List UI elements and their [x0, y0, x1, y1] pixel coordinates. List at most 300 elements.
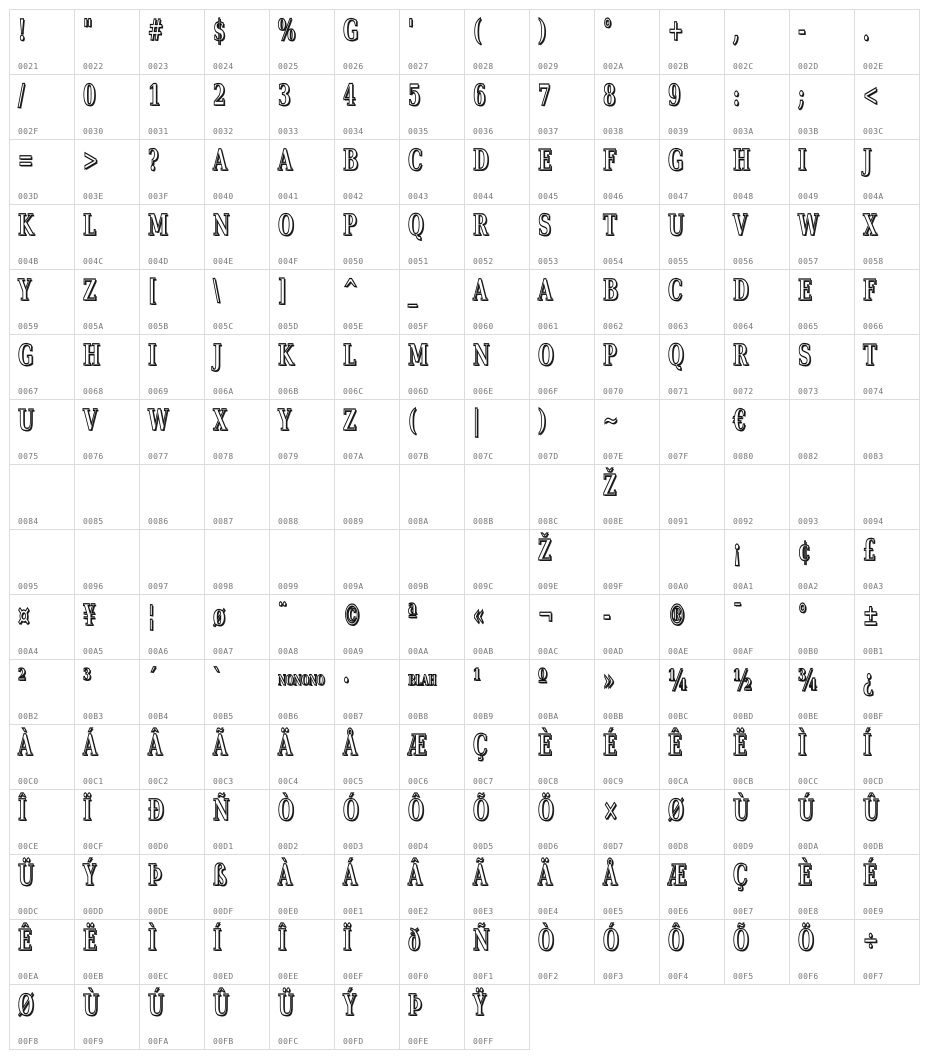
glyph-code: 00B8 — [408, 712, 429, 721]
glyph-cell — [269, 334, 335, 400]
glyph-cell — [854, 854, 920, 920]
glyph-cell — [659, 464, 725, 530]
glyph-sample: 0 — [83, 78, 96, 112]
glyph-cell — [594, 854, 660, 920]
glyph-cell — [594, 74, 660, 140]
glyph-code: 00A3 — [863, 582, 884, 591]
glyph-code: 00FE — [408, 1037, 429, 1046]
glyph-code: 0039 — [668, 127, 689, 136]
glyph-cell — [139, 399, 205, 465]
glyph-code: 006B — [278, 387, 299, 396]
glyph-sample: # — [148, 13, 164, 47]
glyph-sample: < — [863, 78, 879, 112]
glyph-sample: Ð — [148, 793, 164, 827]
glyph-cell — [659, 399, 725, 465]
glyph-sample: : — [733, 78, 740, 112]
glyph-code: 00EC — [148, 972, 169, 981]
glyph-sample: 6 — [473, 78, 486, 112]
glyph-code: 0079 — [278, 452, 299, 461]
glyph-sample: M — [408, 338, 428, 372]
glyph-cell — [659, 659, 725, 725]
glyph-sample: Q — [668, 338, 684, 372]
glyph-code: 0098 — [213, 582, 234, 591]
glyph-cell — [464, 334, 530, 400]
glyph-code: 00A8 — [278, 647, 299, 656]
glyph-code: 005A — [83, 322, 104, 331]
glyph-code: 00FC — [278, 1037, 299, 1046]
glyph-sample: N — [213, 208, 230, 242]
glyph-cell — [139, 9, 205, 75]
glyph-cell — [724, 854, 790, 920]
glyph-cell — [399, 529, 465, 595]
glyph-code: 0073 — [798, 387, 819, 396]
glyph-code: 0054 — [603, 257, 624, 266]
glyph-code: 00D1 — [213, 842, 234, 851]
glyph-cell — [789, 269, 855, 335]
glyph-code: 0035 — [408, 127, 429, 136]
glyph-sample: ( — [408, 403, 417, 437]
glyph-cell — [529, 9, 595, 75]
glyph-sample: / — [18, 78, 25, 112]
glyph-cell — [74, 724, 140, 790]
glyph-cell — [399, 919, 465, 985]
glyph-cell — [204, 464, 270, 530]
glyph-code: 0058 — [863, 257, 884, 266]
glyph-code: 0078 — [213, 452, 234, 461]
glyph-code: 00F1 — [473, 972, 494, 981]
glyph-code: 0089 — [343, 517, 364, 526]
glyph-code: 00FA — [148, 1037, 169, 1046]
glyph-cell — [789, 139, 855, 205]
glyph-code: 002C — [733, 62, 754, 71]
glyph-code: 0038 — [603, 127, 624, 136]
glyph-sample: Ô — [668, 923, 684, 957]
glyph-sample: ) — [538, 13, 547, 47]
glyph-code: 00F4 — [668, 972, 689, 981]
glyph-cell — [139, 724, 205, 790]
glyph-code: 00BB — [603, 712, 624, 721]
glyph-cell — [334, 594, 400, 660]
glyph-code: 0053 — [538, 257, 559, 266]
glyph-code: 00A4 — [18, 647, 39, 656]
glyph-cell — [399, 139, 465, 205]
glyph-code: 0083 — [863, 452, 884, 461]
glyph-cell — [269, 919, 335, 985]
glyph-sample: S — [798, 338, 811, 372]
glyph-cell — [789, 464, 855, 530]
glyph-cell — [74, 529, 140, 595]
glyph-sample: . — [863, 13, 870, 47]
glyph-cell — [334, 854, 400, 920]
glyph-cell — [594, 659, 660, 725]
glyph-cell — [464, 984, 530, 1050]
glyph-sample: J — [863, 143, 872, 177]
glyph-code: 0048 — [733, 192, 754, 201]
glyph-cell — [9, 399, 75, 465]
glyph-cell — [399, 204, 465, 270]
glyph-code: 0030 — [83, 127, 104, 136]
glyph-sample: « — [473, 598, 485, 632]
glyph-cell — [334, 269, 400, 335]
glyph-code: 00A6 — [148, 647, 169, 656]
glyph-sample: É — [603, 728, 617, 762]
glyph-code: 0049 — [798, 192, 819, 201]
glyph-code: 00C3 — [213, 777, 234, 786]
glyph-cell — [854, 334, 920, 400]
glyph-cell — [334, 464, 400, 530]
glyph-code: 00A0 — [668, 582, 689, 591]
glyph-code: 0072 — [733, 387, 754, 396]
glyph-sample: É — [863, 858, 877, 892]
glyph-sample: T — [603, 208, 617, 242]
glyph-cell — [9, 334, 75, 400]
glyph-sample: [ — [148, 273, 157, 307]
glyph-cell — [399, 74, 465, 140]
glyph-cell — [464, 204, 530, 270]
glyph-cell — [854, 464, 920, 530]
glyph-cell — [399, 854, 465, 920]
glyph-code: 00DC — [18, 907, 39, 916]
glyph-code: 0056 — [733, 257, 754, 266]
glyph-code: 006F — [538, 387, 559, 396]
glyph-sample: Y — [18, 273, 31, 307]
glyph-code: 005F — [408, 322, 429, 331]
glyph-sample: ) — [538, 403, 547, 437]
glyph-sample: ½ — [733, 663, 752, 697]
glyph-sample: 9 — [668, 78, 681, 112]
glyph-sample: ¾ — [798, 663, 817, 697]
glyph-code: 00AF — [733, 647, 754, 656]
glyph-cell — [789, 334, 855, 400]
glyph-sample: X — [863, 208, 877, 242]
glyph-code: 0029 — [538, 62, 559, 71]
glyph-cell — [139, 854, 205, 920]
glyph-cell — [529, 139, 595, 205]
glyph-cell — [9, 724, 75, 790]
glyph-cell — [464, 399, 530, 465]
glyph-sample: Ú — [148, 988, 164, 1022]
glyph-cell — [529, 529, 595, 595]
glyph-sample: Í — [213, 923, 222, 957]
glyph-sample: E — [538, 143, 552, 177]
glyph-sample: \ — [213, 273, 220, 307]
glyph-code: 002F — [18, 127, 39, 136]
glyph-code: 0099 — [278, 582, 299, 591]
glyph-code: 0037 — [538, 127, 559, 136]
glyph-code: 00CE — [18, 842, 39, 851]
glyph-code: 0071 — [668, 387, 689, 396]
glyph-sample: Ä — [538, 858, 552, 892]
glyph-code: 0069 — [148, 387, 169, 396]
glyph-sample: Â — [148, 728, 162, 762]
glyph-sample: D — [733, 273, 749, 307]
glyph-sample: I — [148, 338, 157, 372]
glyph-code: 0066 — [863, 322, 884, 331]
glyph-cell — [74, 74, 140, 140]
glyph-sample: BLAH — [408, 673, 437, 689]
glyph-code: 00A5 — [83, 647, 104, 656]
glyph-cell — [74, 594, 140, 660]
glyph-sample: J — [213, 338, 222, 372]
glyph-sample: Ó — [343, 793, 359, 827]
glyph-code: 00D4 — [408, 842, 429, 851]
glyph-sample: È — [798, 858, 812, 892]
glyph-code: 00B5 — [213, 712, 234, 721]
glyph-code: 00F3 — [603, 972, 624, 981]
glyph-code: 00CC — [798, 777, 819, 786]
glyph-code: 006A — [213, 387, 234, 396]
glyph-sample: Þ — [148, 858, 162, 892]
glyph-cell — [594, 594, 660, 660]
glyph-sample: S — [538, 208, 551, 242]
glyph-sample: Ñ — [213, 793, 230, 827]
glyph-cell — [464, 789, 530, 855]
glyph-code: 00E0 — [278, 907, 299, 916]
glyph-code: 00EE — [278, 972, 299, 981]
glyph-code: 0062 — [603, 322, 624, 331]
glyph-cell — [594, 724, 660, 790]
glyph-code: 00CB — [733, 777, 754, 786]
glyph-cell — [854, 919, 920, 985]
glyph-cell — [269, 529, 335, 595]
glyph-code: 00B3 — [83, 712, 104, 721]
glyph-code: 00E4 — [538, 907, 559, 916]
glyph-sample: ± — [863, 598, 879, 632]
glyph-code: 0034 — [343, 127, 364, 136]
glyph-sample: Ô — [408, 793, 424, 827]
glyph-sample: % — [278, 13, 296, 47]
glyph-code: 002B — [668, 62, 689, 71]
glyph-code: 004A — [863, 192, 884, 201]
glyph-sample: ¤ — [18, 598, 30, 632]
glyph-code: 00F2 — [538, 972, 559, 981]
glyph-cell — [269, 594, 335, 660]
glyph-cell — [724, 139, 790, 205]
glyph-sample: D — [473, 143, 489, 177]
glyph-cell — [139, 204, 205, 270]
glyph-sample: Õ — [733, 923, 749, 957]
glyph-code: 00E5 — [603, 907, 624, 916]
glyph-cell — [529, 919, 595, 985]
glyph-sample: Ì — [798, 728, 807, 762]
glyph-code: 0075 — [18, 452, 39, 461]
glyph-cell — [334, 984, 400, 1050]
glyph-code: 0042 — [343, 192, 364, 201]
glyph-code: 0068 — [83, 387, 104, 396]
glyph-sample: E — [798, 273, 812, 307]
glyph-sample: © — [343, 598, 361, 632]
glyph-sample: Û — [213, 988, 229, 1022]
glyph-sample: Ò — [538, 923, 554, 957]
glyph-code: 00F0 — [408, 972, 429, 981]
glyph-cell — [724, 464, 790, 530]
glyph-sample: " — [83, 13, 93, 47]
glyph-sample: Ý — [343, 988, 356, 1022]
glyph-cell — [334, 334, 400, 400]
glyph-sample: º — [538, 663, 547, 697]
glyph-cell — [334, 204, 400, 270]
glyph-code: 0084 — [18, 517, 39, 526]
glyph-cell — [399, 984, 465, 1050]
glyph-code: 007E — [603, 452, 624, 461]
glyph-sample: 5 — [408, 78, 421, 112]
glyph-cell — [594, 334, 660, 400]
glyph-code: 0077 — [148, 452, 169, 461]
glyph-sample: U — [18, 403, 34, 437]
glyph-code: 0092 — [733, 517, 754, 526]
glyph-cell — [854, 139, 920, 205]
glyph-sample: Ý — [83, 858, 96, 892]
glyph-cell — [594, 919, 660, 985]
glyph-sample: , — [733, 13, 740, 47]
glyph-cell — [529, 204, 595, 270]
glyph-cell — [659, 74, 725, 140]
glyph-cell — [74, 204, 140, 270]
glyph-cell — [529, 269, 595, 335]
glyph-sample: Ê — [18, 923, 32, 957]
glyph-code: 0094 — [863, 517, 884, 526]
glyph-sample: Z — [83, 273, 97, 307]
glyph-sample: R — [733, 338, 748, 372]
glyph-code: 002E — [863, 62, 884, 71]
glyph-code: 007A — [343, 452, 364, 461]
glyph-cell — [464, 9, 530, 75]
glyph-sample: ³ — [83, 663, 91, 697]
glyph-cell — [789, 204, 855, 270]
glyph-cell — [854, 659, 920, 725]
glyph-sample: Q — [408, 208, 424, 242]
glyph-sample: ° — [798, 598, 807, 632]
glyph-code: 0087 — [213, 517, 234, 526]
glyph-code: 00E9 — [863, 907, 884, 916]
glyph-code: 00C5 — [343, 777, 364, 786]
glyph-cell — [204, 529, 270, 595]
glyph-sample: P — [343, 208, 357, 242]
glyph-code: 00A2 — [798, 582, 819, 591]
glyph-code: 00DF — [213, 907, 234, 916]
glyph-cell — [789, 724, 855, 790]
glyph-code: 00C0 — [18, 777, 39, 786]
glyph-code: 0065 — [798, 322, 819, 331]
glyph-code: 0027 — [408, 62, 429, 71]
glyph-cell — [9, 464, 75, 530]
glyph-cell — [724, 74, 790, 140]
glyph-code: 00BC — [668, 712, 689, 721]
glyph-code: 0095 — [18, 582, 39, 591]
glyph-code: 00D3 — [343, 842, 364, 851]
glyph-code: 00D5 — [473, 842, 494, 851]
glyph-code: 00B1 — [863, 647, 884, 656]
glyph-sample: Ö — [538, 793, 554, 827]
glyph-sample: V — [733, 208, 747, 242]
glyph-sample: À — [278, 858, 292, 892]
glyph-cell — [204, 9, 270, 75]
glyph-cell — [139, 789, 205, 855]
glyph-sample: Y — [278, 403, 291, 437]
glyph-sample: O — [278, 208, 294, 242]
glyph-cell — [269, 789, 335, 855]
glyph-cell — [854, 724, 920, 790]
glyph-sample: Ç — [733, 858, 748, 892]
glyph-sample: ; — [798, 78, 805, 112]
glyph-cell — [74, 919, 140, 985]
glyph-sample: Ñ — [473, 923, 490, 957]
glyph-sample: B — [343, 143, 359, 177]
glyph-cell — [529, 74, 595, 140]
glyph-code: 0041 — [278, 192, 299, 201]
glyph-code: 00C4 — [278, 777, 299, 786]
glyph-code: 0067 — [18, 387, 39, 396]
glyph-code: 0046 — [603, 192, 624, 201]
glyph-cell — [269, 984, 335, 1050]
glyph-cell — [594, 529, 660, 595]
glyph-code: 00FB — [213, 1037, 234, 1046]
glyph-sample: ¨ — [278, 598, 287, 632]
glyph-sample: F — [603, 143, 616, 177]
glyph-cell — [139, 139, 205, 205]
glyph-cell — [854, 204, 920, 270]
glyph-sample: Ò — [278, 793, 294, 827]
glyph-sample: ² — [18, 663, 26, 697]
glyph-cell — [724, 9, 790, 75]
glyph-cell — [659, 594, 725, 660]
glyph-code: 002A — [603, 62, 624, 71]
glyph-code: 0032 — [213, 127, 234, 136]
glyph-cell — [334, 724, 400, 790]
glyph-code: 003C — [863, 127, 884, 136]
glyph-sample: - — [603, 598, 611, 632]
glyph-cell — [139, 334, 205, 400]
glyph-code: 00B4 — [148, 712, 169, 721]
glyph-code: 00BE — [798, 712, 819, 721]
glyph-cell — [529, 659, 595, 725]
glyph-cell — [9, 984, 75, 1050]
glyph-code: 0055 — [668, 257, 689, 266]
glyph-code: 00B7 — [343, 712, 364, 721]
glyph-sample: Å — [343, 728, 357, 762]
glyph-cell — [269, 204, 335, 270]
glyph-code: 007C — [473, 452, 494, 461]
glyph-code: 00DE — [148, 907, 169, 916]
glyph-code: 00E2 — [408, 907, 429, 916]
glyph-code: 0028 — [473, 62, 494, 71]
glyph-sample: Â — [408, 858, 422, 892]
glyph-cell — [659, 919, 725, 985]
glyph-cell — [594, 399, 660, 465]
glyph-code: 003F — [148, 192, 169, 201]
glyph-cell — [204, 984, 270, 1050]
glyph-sample: Ä — [278, 728, 292, 762]
glyph-cell — [659, 204, 725, 270]
glyph-sample: Z — [343, 403, 357, 437]
glyph-sample: Æ — [668, 858, 687, 892]
glyph-code: 00EA — [18, 972, 39, 981]
glyph-code: 00C1 — [83, 777, 104, 786]
glyph-sample: È — [538, 728, 552, 762]
glyph-code: 00C2 — [148, 777, 169, 786]
glyph-cell — [9, 9, 75, 75]
glyph-code: 00F9 — [83, 1037, 104, 1046]
glyph-code: 00D7 — [603, 842, 624, 851]
glyph-sample: = — [18, 143, 34, 177]
glyph-sample: Î — [278, 923, 287, 957]
glyph-cell — [659, 269, 725, 335]
glyph-sample: N — [473, 338, 490, 372]
glyph-code: 00C8 — [538, 777, 559, 786]
glyph-code: 004D — [148, 257, 169, 266]
glyph-cell — [269, 464, 335, 530]
glyph-code: 00E1 — [343, 907, 364, 916]
